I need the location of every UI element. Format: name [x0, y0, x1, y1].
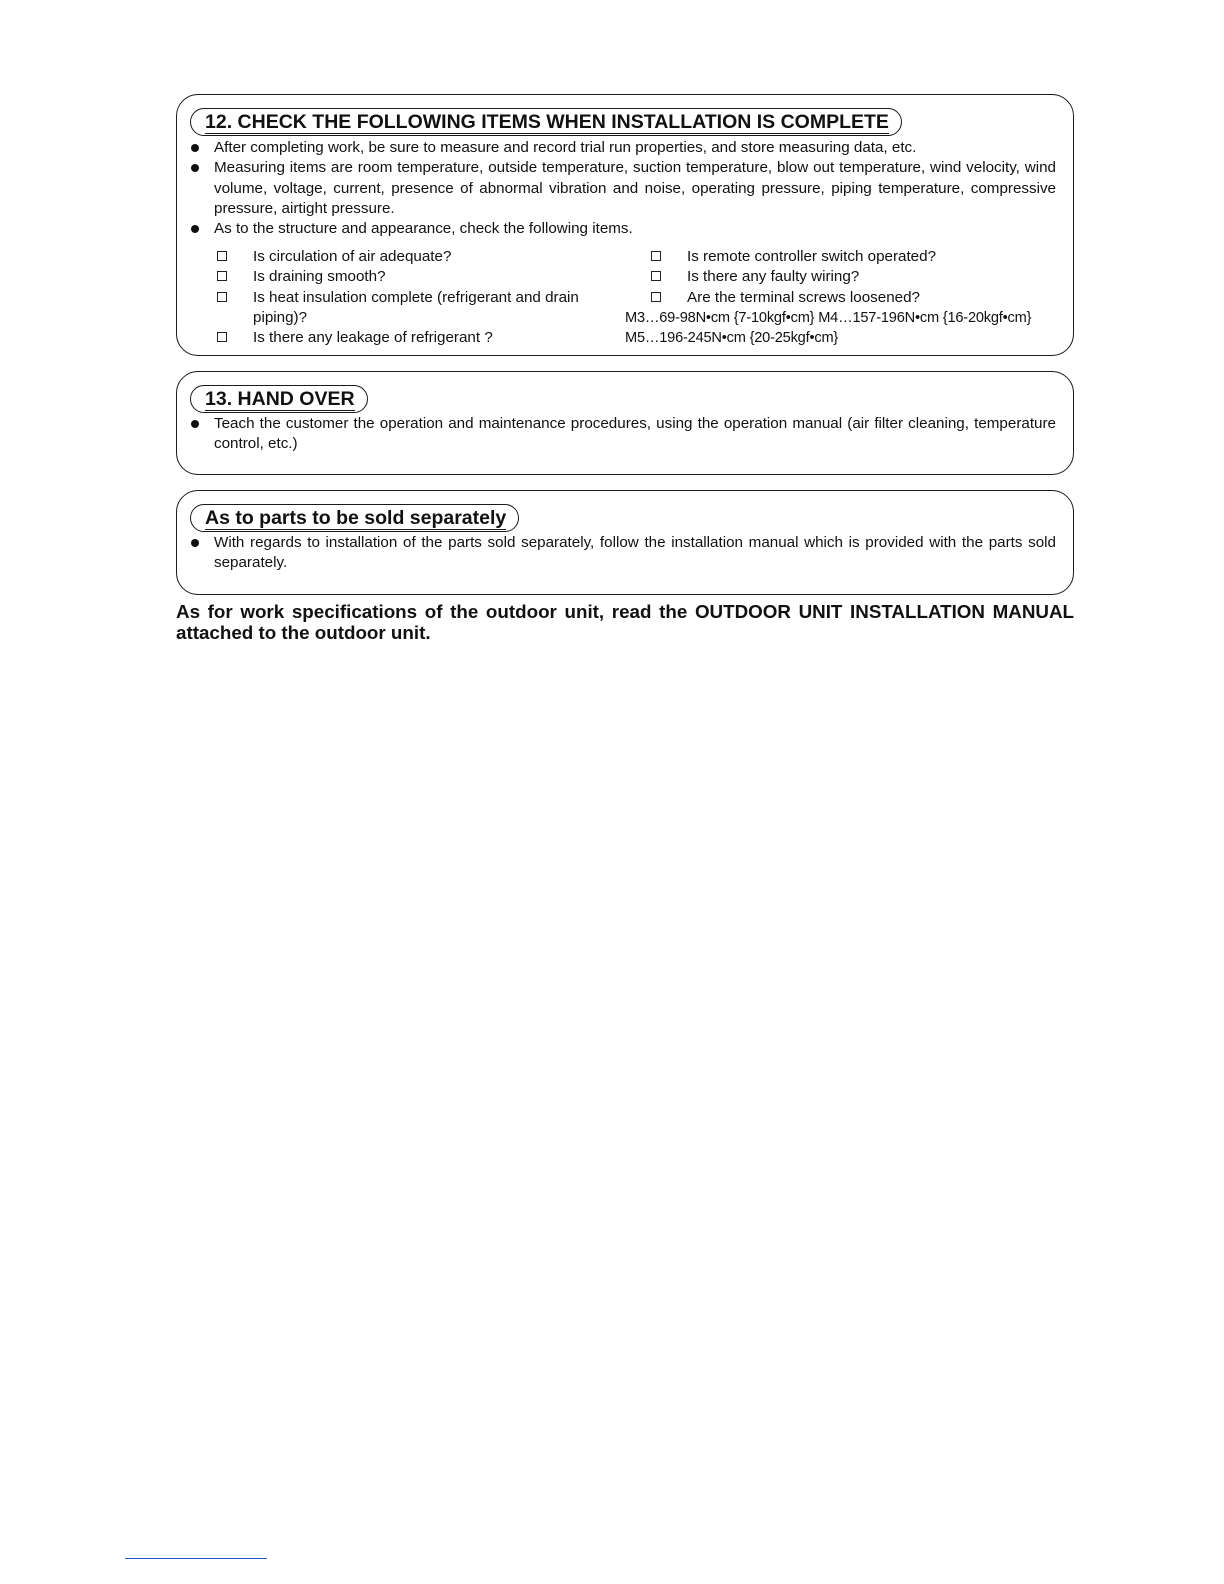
- checklist-item: Is heat insulation complete (refrigerant and drain piping)?: [217, 288, 587, 329]
- list-item: With regards to installation of the parts sold separately, follow the installation manual which is provided with the parts sold separately.: [190, 533, 1056, 574]
- checkbox-icon: [217, 271, 227, 281]
- checklist-right: [651, 247, 1051, 308]
- list-item: Measuring items are room temperature, outside temperature, suction temperature, blow out temperature, wind velocity, wind volume, voltage, current, presence of abnormal vibration and noise, operating pressure, piping temperature, compressive pressure, airtight pressure.: [190, 158, 1056, 219]
- bullet-icon: [191, 420, 199, 428]
- section-13-panel: [176, 371, 1074, 475]
- section-12-bullet-list: [190, 138, 1056, 239]
- outdoor-unit-note: As for work specifications of the outdoor unit, read the OUTDOOR UNIT INSTALLATION MANUAL attached to the outdoor unit.: [176, 601, 1074, 643]
- checkbox-icon: [217, 332, 227, 342]
- parts-sold-separately-heading: As to parts to be sold separately: [190, 504, 519, 532]
- checklist-item: Is circulation of air adequate?: [217, 247, 587, 267]
- checklist-item: Are the terminal screws loosened?: [651, 288, 1051, 308]
- checklist-item: Is there any leakage of refrigerant ?: [217, 328, 587, 348]
- bullet-icon: [191, 539, 199, 547]
- section-13-heading: 13. HAND OVER: [190, 385, 368, 413]
- checkbox-icon: [217, 292, 227, 302]
- torque-spec-line-1: M3…69-98N•cm {7-10kgf•cm} M4…157-196N•cm {16-20kgf•cm}: [625, 310, 1032, 326]
- section-12-panel: [176, 94, 1074, 356]
- checkbox-icon: [217, 251, 227, 261]
- bullet-icon: [191, 225, 199, 233]
- checklist-left: [217, 247, 587, 348]
- torque-spec-line-2: M5…196-245N•cm {20-25kgf•cm}: [625, 330, 839, 346]
- checklist-item: Is draining smooth?: [217, 267, 587, 287]
- parts-bullet-list: [190, 533, 1056, 574]
- section-12-heading: 12. CHECK THE FOLLOWING ITEMS WHEN INSTALLATION IS COMPLETE: [190, 108, 902, 136]
- list-item: Teach the customer the operation and maintenance procedures, using the operation manual (air filter cleaning, temperature control, etc.): [190, 414, 1056, 455]
- section-13-bullet-list: [190, 414, 1056, 455]
- bullet-icon: [191, 144, 199, 152]
- checklist-item: Is there any faulty wiring?: [651, 267, 1051, 287]
- checkbox-icon: [651, 271, 661, 281]
- bullet-icon: [191, 164, 199, 172]
- checklist-item: Is remote controller switch operated?: [651, 247, 1051, 267]
- parts-sold-separately-panel: [176, 490, 1074, 595]
- list-item: As to the structure and appearance, check the following items.: [190, 219, 1056, 239]
- checkbox-icon: [651, 292, 661, 302]
- list-item: After completing work, be sure to measure and record trial run properties, and store measuring data, etc.: [190, 138, 1056, 158]
- checkbox-icon: [651, 251, 661, 261]
- footer-divider: [125, 1558, 267, 1559]
